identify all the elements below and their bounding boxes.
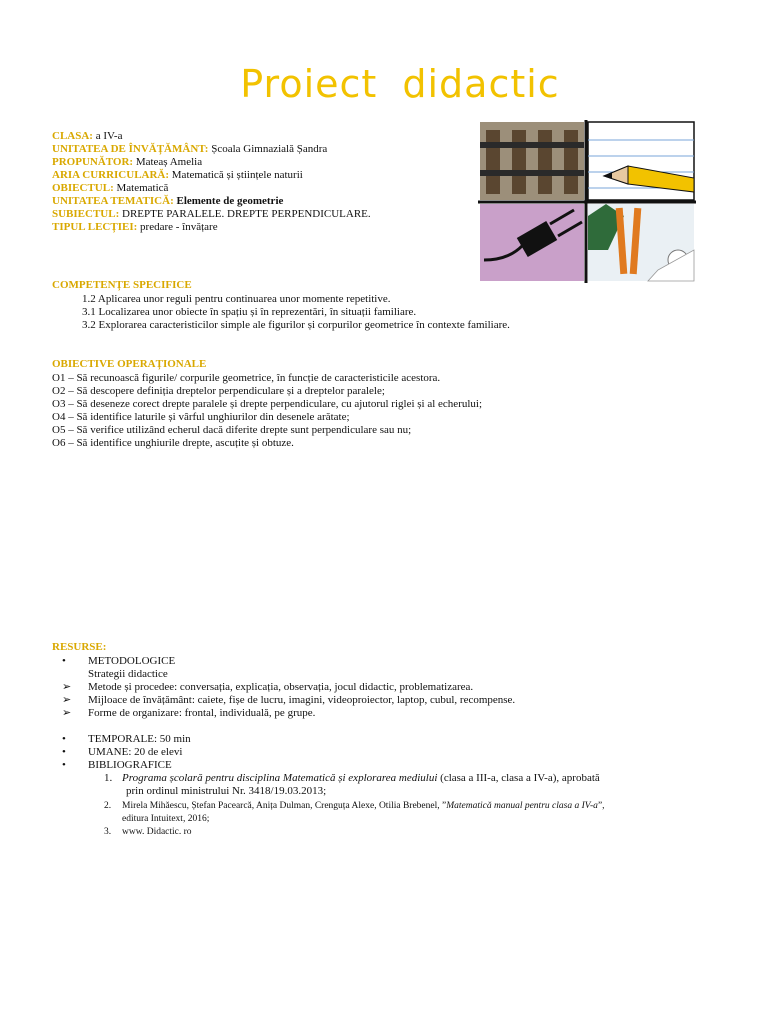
plug-icon — [480, 204, 584, 281]
info-obiectul: OBIECTUL: Matematică — [52, 182, 169, 194]
pencil-icon — [588, 122, 694, 200]
bullet-icon: • — [62, 746, 66, 758]
list-item: • TEMPORALE: 50 min — [62, 733, 191, 745]
bibliography-item: 1. Programa școlară pentru disciplina Matematică și explorarea mediului (clasa a III-a, clasa a IV-a), aprobată prin ordinul ministrului Nr. 3418/19.03.2013; — [104, 772, 600, 797]
lesson-info — [52, 130, 371, 234]
bullet-icon: • — [62, 733, 66, 745]
railway-icon — [480, 122, 584, 200]
resurse-list — [52, 655, 742, 839]
competente-list — [52, 293, 510, 332]
list-item: 3.1 Localizarea unor obiecte în spațiu și în reprezentări, în situații familiare. — [82, 306, 417, 318]
list-item: 3.2 Explorarea caracteristicilor simple ale figurilor și corpurilor geometrice în contexte familiare. — [82, 319, 510, 331]
bullet-icon: • — [62, 759, 66, 771]
list-item: Strategii didactice — [88, 668, 168, 680]
arrow-icon: ➢ — [62, 694, 72, 706]
clipart-image — [478, 120, 696, 283]
info-clasa: CLASA: a IV-a — [52, 130, 123, 142]
list-item: O6 – Să identifice unghiurile drepte, ascuțite și obtuze. — [52, 437, 294, 449]
obiective-list — [52, 372, 482, 450]
arrow-icon: ➢ — [62, 681, 72, 693]
arrow-icon: ➢ — [62, 707, 72, 719]
bibliography-item: 2. Mirela Mihăescu, Ștefan Pacearcă, Anița Dulman, Crenguța Alexe, Otilia Brebenel, ”Matematică manual pentru clasa a IV-a”, editura Intuitext, 2016; — [104, 801, 605, 824]
list-item: ➢ Mijloace de învățământ: caiete, fișe de lucru, imagini, videoproiector, laptop, cubul, recompense. — [62, 694, 516, 706]
bullet-icon: • — [62, 655, 66, 667]
list-item: • UMANE: 20 de elevi — [62, 746, 183, 758]
list-item: • METODOLOGICE — [62, 655, 176, 667]
list-item: O1 – Să recunoască figurile/ corpurile geometrice, în funcție de caracteristicile acestora. — [52, 372, 441, 384]
obiective-heading: OBIECTIVE OPERAȚIONALE — [52, 358, 207, 370]
info-aria: ARIA CURRICULARĂ: Matematică și științele naturii — [52, 169, 303, 181]
info-propunator: PROPUNĂTOR: Mateaș Amelia — [52, 156, 203, 168]
info-unitatea-tematica: UNITATEA TEMATICĂ: Elemente de geometrie — [52, 195, 284, 207]
list-item: 1.2 Aplicarea unor reguli pentru continuarea unor momente repetitive. — [82, 293, 391, 305]
resurse-heading: RESURSE: — [52, 641, 107, 653]
competente-heading: COMPETENȚE SPECIFICE — [52, 279, 192, 291]
bibliography-item: 3. www. Didactic. ro — [104, 827, 192, 837]
list-item: • BIBLIOGRAFICE — [62, 759, 172, 771]
list-item: O4 – Să identifice laturile și vârful unghiurilor din desenele arătate; — [52, 411, 350, 423]
list-item: ➢ Metode și procedee: conversația, explicația, observația, jocul didactic, problematizarea. — [62, 681, 474, 693]
list-item: O5 – Să verifice utilizând echerul dacă diferite drepte sunt perpendiculare sau nu; — [52, 424, 412, 436]
info-subiectul: SUBIECTUL: DREPTE PARALELE. DREPTE PERPENDICULARE. — [52, 208, 371, 220]
list-item: O2 – Să descopere definiția dreptelor perpendiculare și a dreptelor paralele; — [52, 385, 385, 397]
list-item: O3 – Să deseneze corect drepte paralele și drepte perpendiculare, cu ajutorul riglei și al echerului; — [52, 398, 483, 410]
info-unitatea: UNITATEA DE ÎNVĂȚĂMÂNT: Școala Gimnazială Șandra — [52, 143, 328, 155]
skis-icon — [588, 204, 694, 281]
list-item: ➢ Forme de organizare: frontal, individuală, pe grupe. — [62, 707, 316, 719]
page-title: Proiect didactic — [240, 62, 560, 106]
info-tipul: TIPUL LECȚIEI: predare - învățare — [52, 221, 218, 233]
